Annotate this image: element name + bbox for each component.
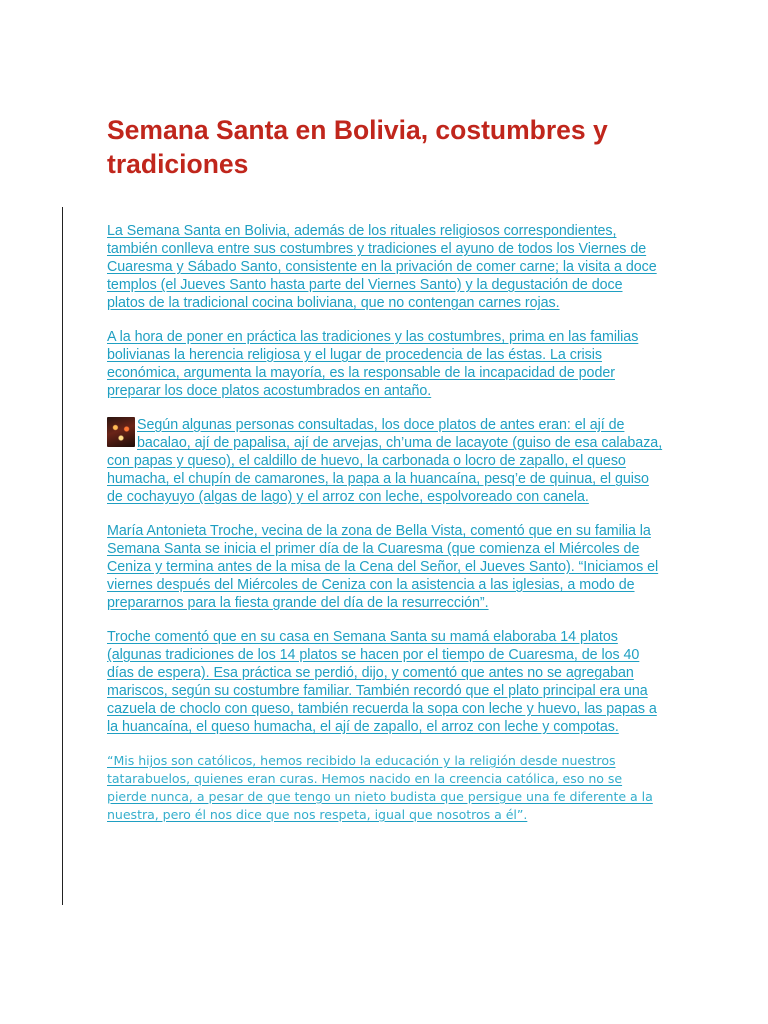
paragraph-dishes-wrap — [107, 416, 663, 506]
paragraph-quote[interactable]: “Mis hijos son católicos, hemos recibido la educación y la religión desde nuestros tatarabuelos, quienes eran curas. Hemos nacido en la creencia católica, eso no se pierde nunca, a pesar de que tengo un nieto budista que persigue una fe diferente a la nuestra, pero él nos dice que nos respeta, igual que nosotros a él”. — [107, 753, 653, 822]
food-photo-thumbnail — [107, 417, 135, 447]
paragraph-troche-lent[interactable]: María Antonieta Troche, vecina de la zona de Bella Vista, comentó que en su familia la Semana Santa se inicia el primer día de la Cuaresma (que comienza el Miércoles de Ceniza y termina antes de la misa de la Cena del Señor, el Jueves Santo). “Iniciamos el viernes después del Miércoles de Ceniza con la asistencia a las iglesias, a modo de prepararnos para la fiesta grande del día de la resurrección”. — [107, 523, 659, 611]
document-title: Semana Santa en Bolivia, costumbres y tradiciones — [107, 115, 608, 179]
margin-bar — [62, 207, 63, 905]
document-body — [107, 222, 663, 840]
paragraph-dishes[interactable]: Según algunas personas consultadas, los doce platos de antes eran: el ají de bacalao, ají de papalisa, ají de arvejas, ch’uma de lacayote (guiso de esa calabaza, con papas y queso), el caldillo de huevo, la carbonada o locro de zapallo, el queso humacha, el chupín de camarones, la papa a la huancaína, pesq’e de quinua, el guiso de cochayuyo (algas de lago) y el arroz con leche, espolvoreado con canela. — [107, 417, 663, 505]
paragraph-intro[interactable]: La Semana Santa en Bolivia, además de los rituales religiosos correspondientes, también conlleva entre sus costumbres y tradiciones el ayuno de todos los Viernes de Cuaresma y Sábado Santo, consistente en la privación de comer carne; la visita a doce templos (el Jueves Santo hasta parte del Viernes Santo) y la degustación de doce platos de la tradicional cocina boliviana, que no contengan carnes rojas. — [107, 223, 657, 311]
paragraph-traditions[interactable]: A la hora de poner en práctica las tradiciones y las costumbres, prima en las familias bolivianas la herencia religiosa y el lugar de procedencia de las éstas. La crisis económica, argumenta la mayoría, es la responsable de la incapacidad de poder preparar los doce platos acostumbrados en antaño. — [107, 329, 639, 399]
paragraph-troche-dishes[interactable]: Troche comentó que en su casa en Semana Santa su mamá elaboraba 14 platos (algunas tradiciones de los 14 platos se hacen por el tiempo de Cuaresma, de los 40 días de espera). Esa práctica se perdió, dijo, y comentó que antes no se agregaban mariscos, según su costumbre familiar. También recordó que el plato principal era una cazuela de choclo con queso, también recuerda la sopa con leche y huevo, las papas a la huancaína, el queso humacha, el ají de zapallo, el arroz con leche y compotas. — [107, 629, 657, 735]
